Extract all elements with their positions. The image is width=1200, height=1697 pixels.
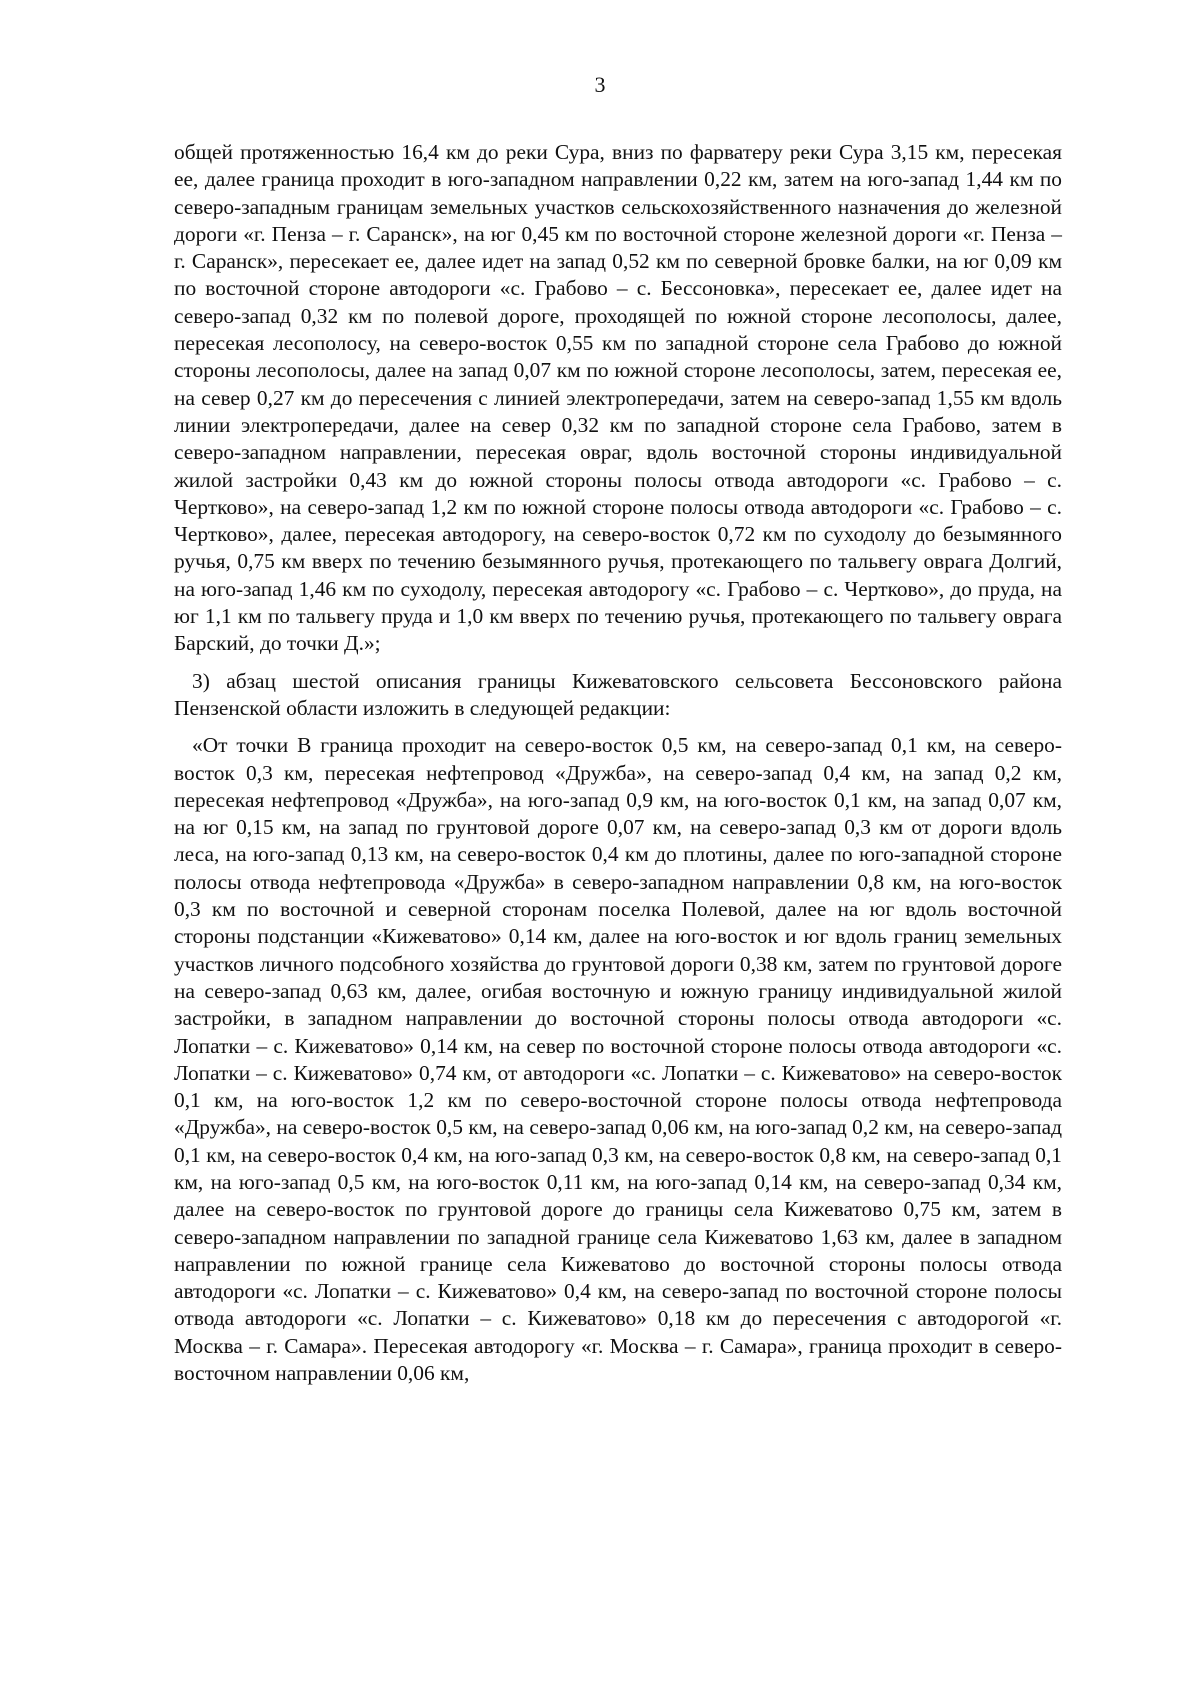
paragraph-amendment-item-3: 3) абзац шестой описания границы Кижеватовского сельсовета Бессоновского района Пензенской области изложить в следующей редакции: xyxy=(174,668,1062,720)
document-body xyxy=(174,139,1062,1387)
paragraph-kizhevatovo-boundary: «От точки В граница проходит на северо-восток 0,5 км, на северо-запад 0,1 км, на северо-восток 0,3 км, пересекая нефтепровод «Дружба», на северо-запад 0,4 км, на запад 0,2 км, пересекая нефтепровод «Дружба», на юго-запад 0,9 км, на юго-восток 0,1 км, на запад 0,07 км, на юг 0,15 км, на запад по грунтовой дороге 0,07 км, на северо-запад 0,3 км от дороги вдоль леса, на юго-запад 0,13 км, на северо-восток 0,4 км до плотины, далее по юго-западной стороне полосы отвода нефтепровода «Дружба» в северо-западном направлении 0,8 км, на юго-восток 0,3 км по восточной и северной сторонам поселка Полевой, далее на юг вдоль восточной стороны подстанции «Кижеватово» 0,14 км, далее на юго-восток и юг вдоль границ земельных участков личного подсобного хозяйства до грунтовой дороги 0,38 км, затем по грунтовой дороге на северо-запад 0,63 км, далее, огибая восточную и южную границу индивидуальной жилой застройки, в западном направлении до восточной стороны полосы отвода автодороги «с. Лопатки – с. Кижеватово» 0,14 км, на север по восточной стороне полосы отвода автодороги «с. Лопатки – с. Кижеватово» 0,74 км, от автодороги «с. Лопатки – с. Кижеватово» на северо-восток 0,1 км, на юго-восток 1,2 км по северо-восточной стороне полосы отвода нефтепровода «Дружба», на северо-восток 0,5 км, на северо-запад 0,06 км, на юго-запад 0,2 км, на северо-запад 0,1 км, на северо-восток 0,4 км, на юго-запад 0,3 км, на северо-восток 0,8 км, на северо-запад 0,1 км, на юго-запад 0,5 км, на юго-восток 0,11 км, на юго-запад 0,14 км, на северо-запад 0,34 км, далее на северо-восток по грунтовой дороге до границы села Кижеватово 0,75 км, затем в северо-западном направлении по западной границе села Кижеватово 1,63 км, далее в западном направлении по южной границе села Кижеватово до восточной стороны полосы отвода автодороги «с. Лопатки – с. Кижеватово» 0,4 км, на северо-запад по восточной стороне полосы отвода автодороги «с. Лопатки – с. Кижеватово» 0,18 км до пересечения с автодорогой «г. Москва – г. Самара». Пересекая автодорогу «г. Москва – г. Самара», граница проходит в северо-восточном направлении 0,06 км, xyxy=(174,733,1062,1386)
page-number: 3 xyxy=(594,72,606,97)
paragraph-boundary-continuation: общей протяженностью 16,4 км до реки Сура, вниз по фарватеру реки Сура 3,15 км, пересекая ее, далее граница проходит в юго-западном направлении 0,22 км, затем на юго-запад 1,44 км по северо-западным границам земельных участков сельскохозяйственного назначения до железной дороги «г. Пенза – г. Саранск», на юг 0,45 км по восточной стороне железной дороги «г. Пенза – г. Саранск», пересекает ее, далее идет на запад 0,52 км по северной бровке балки, на юг 0,09 км по восточной стороне автодороги «с. Грабово – с. Бессоновка», пересекает ее, далее идет на северо-запад 0,32 км по полевой дороге, проходящей по южной стороне лесополосы, далее, пересекая лесополосу, на северо-восток 0,55 км по западной стороне села Грабово до южной стороны лесополосы, далее на запад 0,07 км по южной стороне лесополосы, затем, пересекая ее, на север 0,27 км до пересечения с линией электропередачи, затем на северо-запад 1,55 км вдоль линии электропередачи, далее на север 0,32 км по западной стороне села Грабово, затем в северо-западном направлении, пересекая овраг, вдоль восточной стороны индивидуальной жилой застройки 0,43 км до южной стороны полосы отвода автодороги «с. Грабово – с. Чертково», на северо-запад 1,2 км по южной стороне полосы отвода автодороги «с. Грабово – с. Чертково», далее, пересекая автодорогу, на северо-восток 0,72 км по суходолу до безымянного ручья, 0,75 км вверх по течению безымянного ручья, протекающего по тальвегу оврага Долгий, на юго-запад 1,46 км по суходолу, пересекая автодорогу «с. Грабово – с. Чертково», до пруда, на юг 1,1 км по тальвегу пруда и 1,0 км вверх по течению ручья, протекающего по тальвегу оврага Барский, до точки Д.»; xyxy=(174,140,1062,656)
